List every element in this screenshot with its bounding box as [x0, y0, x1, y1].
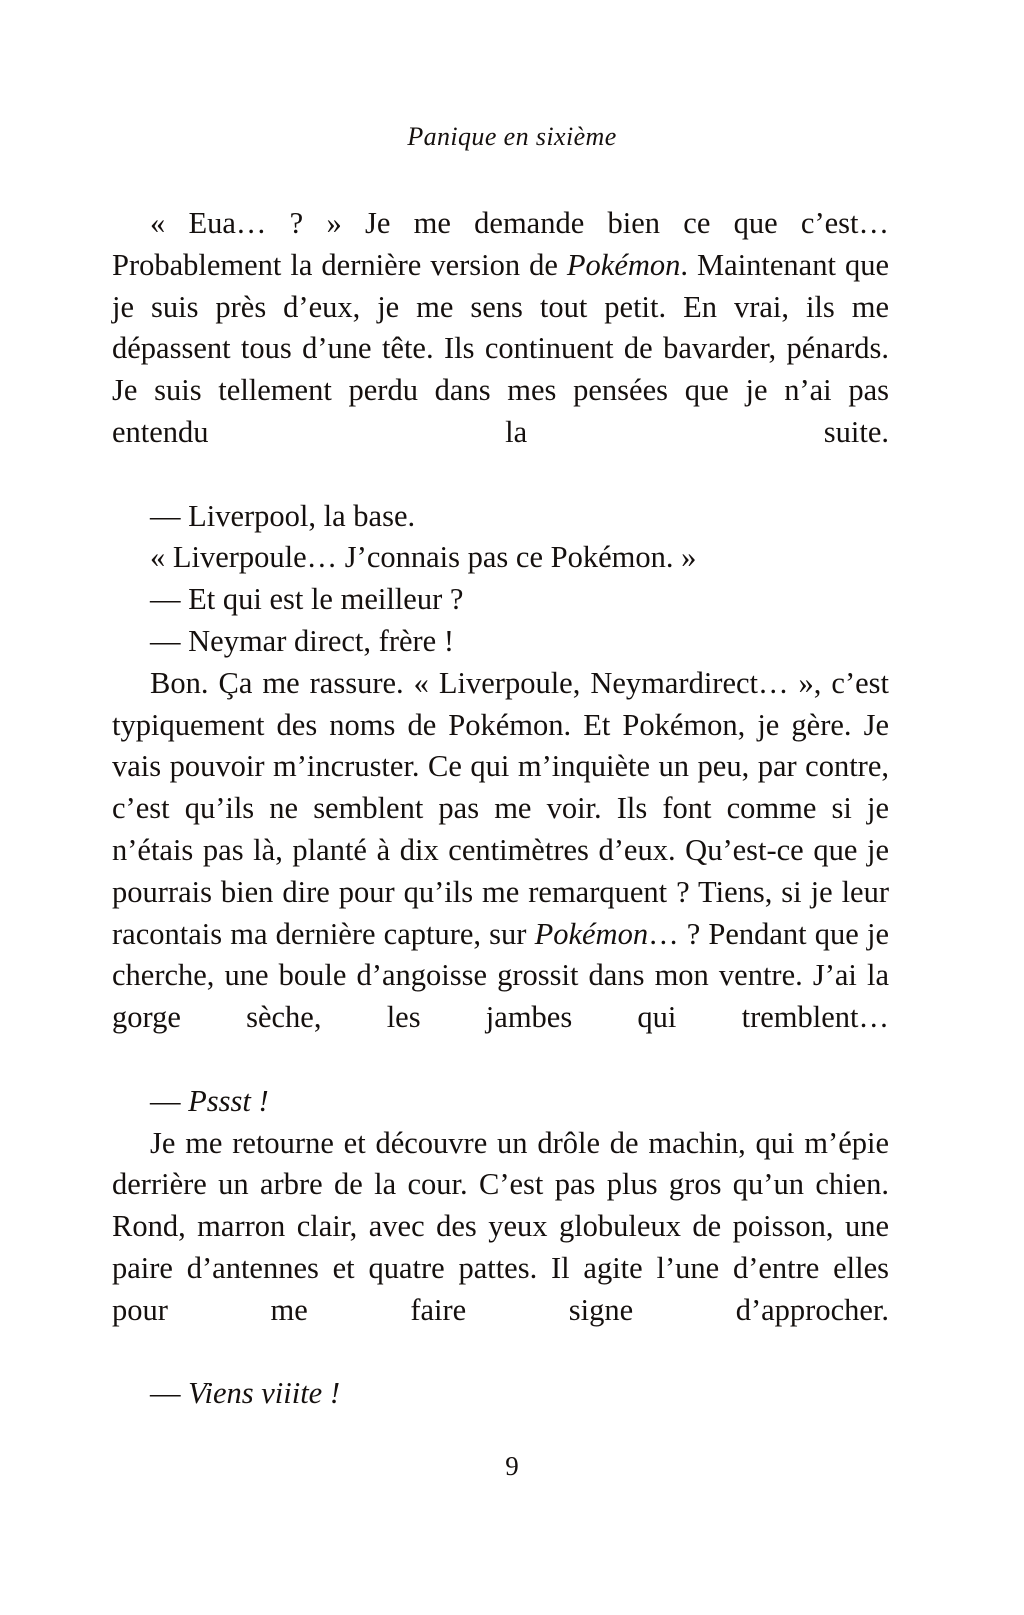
text-run: Je me retourne et découvre un drôle de machin, qui m’épie derrière un arbre de la cour. C’est pas plus gros qu’un chien. Rond, marron clair, avec des yeux globuleux de poisson, une paire d’antennes et quatre pattes. Il agite l’une d’entre elles pour me faire signe d’approcher. — [112, 1125, 889, 1327]
italic-run: Pokémon — [566, 247, 681, 282]
text-run: « Liverpoule… J’connais pas ce Pokémon. » — [150, 540, 697, 575]
paragraph-je-me-retourne — [112, 1123, 889, 1374]
text-run: … ? Pendant que je cherche, une boule d’angoisse grossit dans mon ventre. J’ai la gorge sèche, les jambes qui tremblent… — [112, 916, 889, 1035]
speech-pssst — [112, 1081, 889, 1123]
speech-meilleur — [112, 579, 889, 621]
text-run: — — [150, 1083, 189, 1118]
paragraph-eua — [112, 203, 889, 496]
text-run: . Maintenant que je suis près d’eux, je me sens tout petit. En vrai, ils me dépassent tous d’une tête. Ils continuent de bavarder, pénards. Je suis tellement perdu dans mes pensées que je n’ai pas entendu la suite. — [112, 247, 889, 449]
running-head: Panique en sixième — [407, 122, 617, 151]
italic-run: Pssst ! — [188, 1083, 269, 1118]
italic-run: Pokémon — [534, 916, 649, 951]
text-run: — — [150, 1376, 189, 1411]
speech-neymar — [112, 621, 889, 663]
page-number: 9 — [505, 1451, 519, 1481]
text-run: « Eua… ? » Je me demande bien ce que c’est… Probablement la dernière version de — [112, 206, 889, 282]
italic-run: Viens viiite ! — [188, 1376, 340, 1411]
speech-liverpool — [112, 496, 889, 538]
text-run: Bon. Ça me rassure. « Liverpoule, Neymardirect… », c’est typiquement des noms de Pokémon. Et Pokémon, je gère. Je vais pouvoir m’incruster. Ce qui m’inquiète un peu, par contre, c’est qu’ils ne semblent pas me voir. Ils font comme si je n’étais pas là, planté à dix centimètres d’eux. Qu’est-ce que je pourrais bien dire pour qu’ils me remarquent ? Tiens, si je leur racontais ma dernière capture, sur — [112, 665, 889, 951]
text-run: — Liverpool, la base. — [150, 498, 416, 533]
text-run: — Et qui est le meilleur ? — [150, 582, 464, 617]
paragraph-bon-ca-me-rassure — [112, 663, 889, 1081]
speech-viens-viiite — [112, 1373, 889, 1415]
text-run: — Neymar direct, frère ! — [150, 623, 454, 658]
body-text — [112, 203, 889, 1415]
speech-liverpoule — [112, 537, 889, 579]
